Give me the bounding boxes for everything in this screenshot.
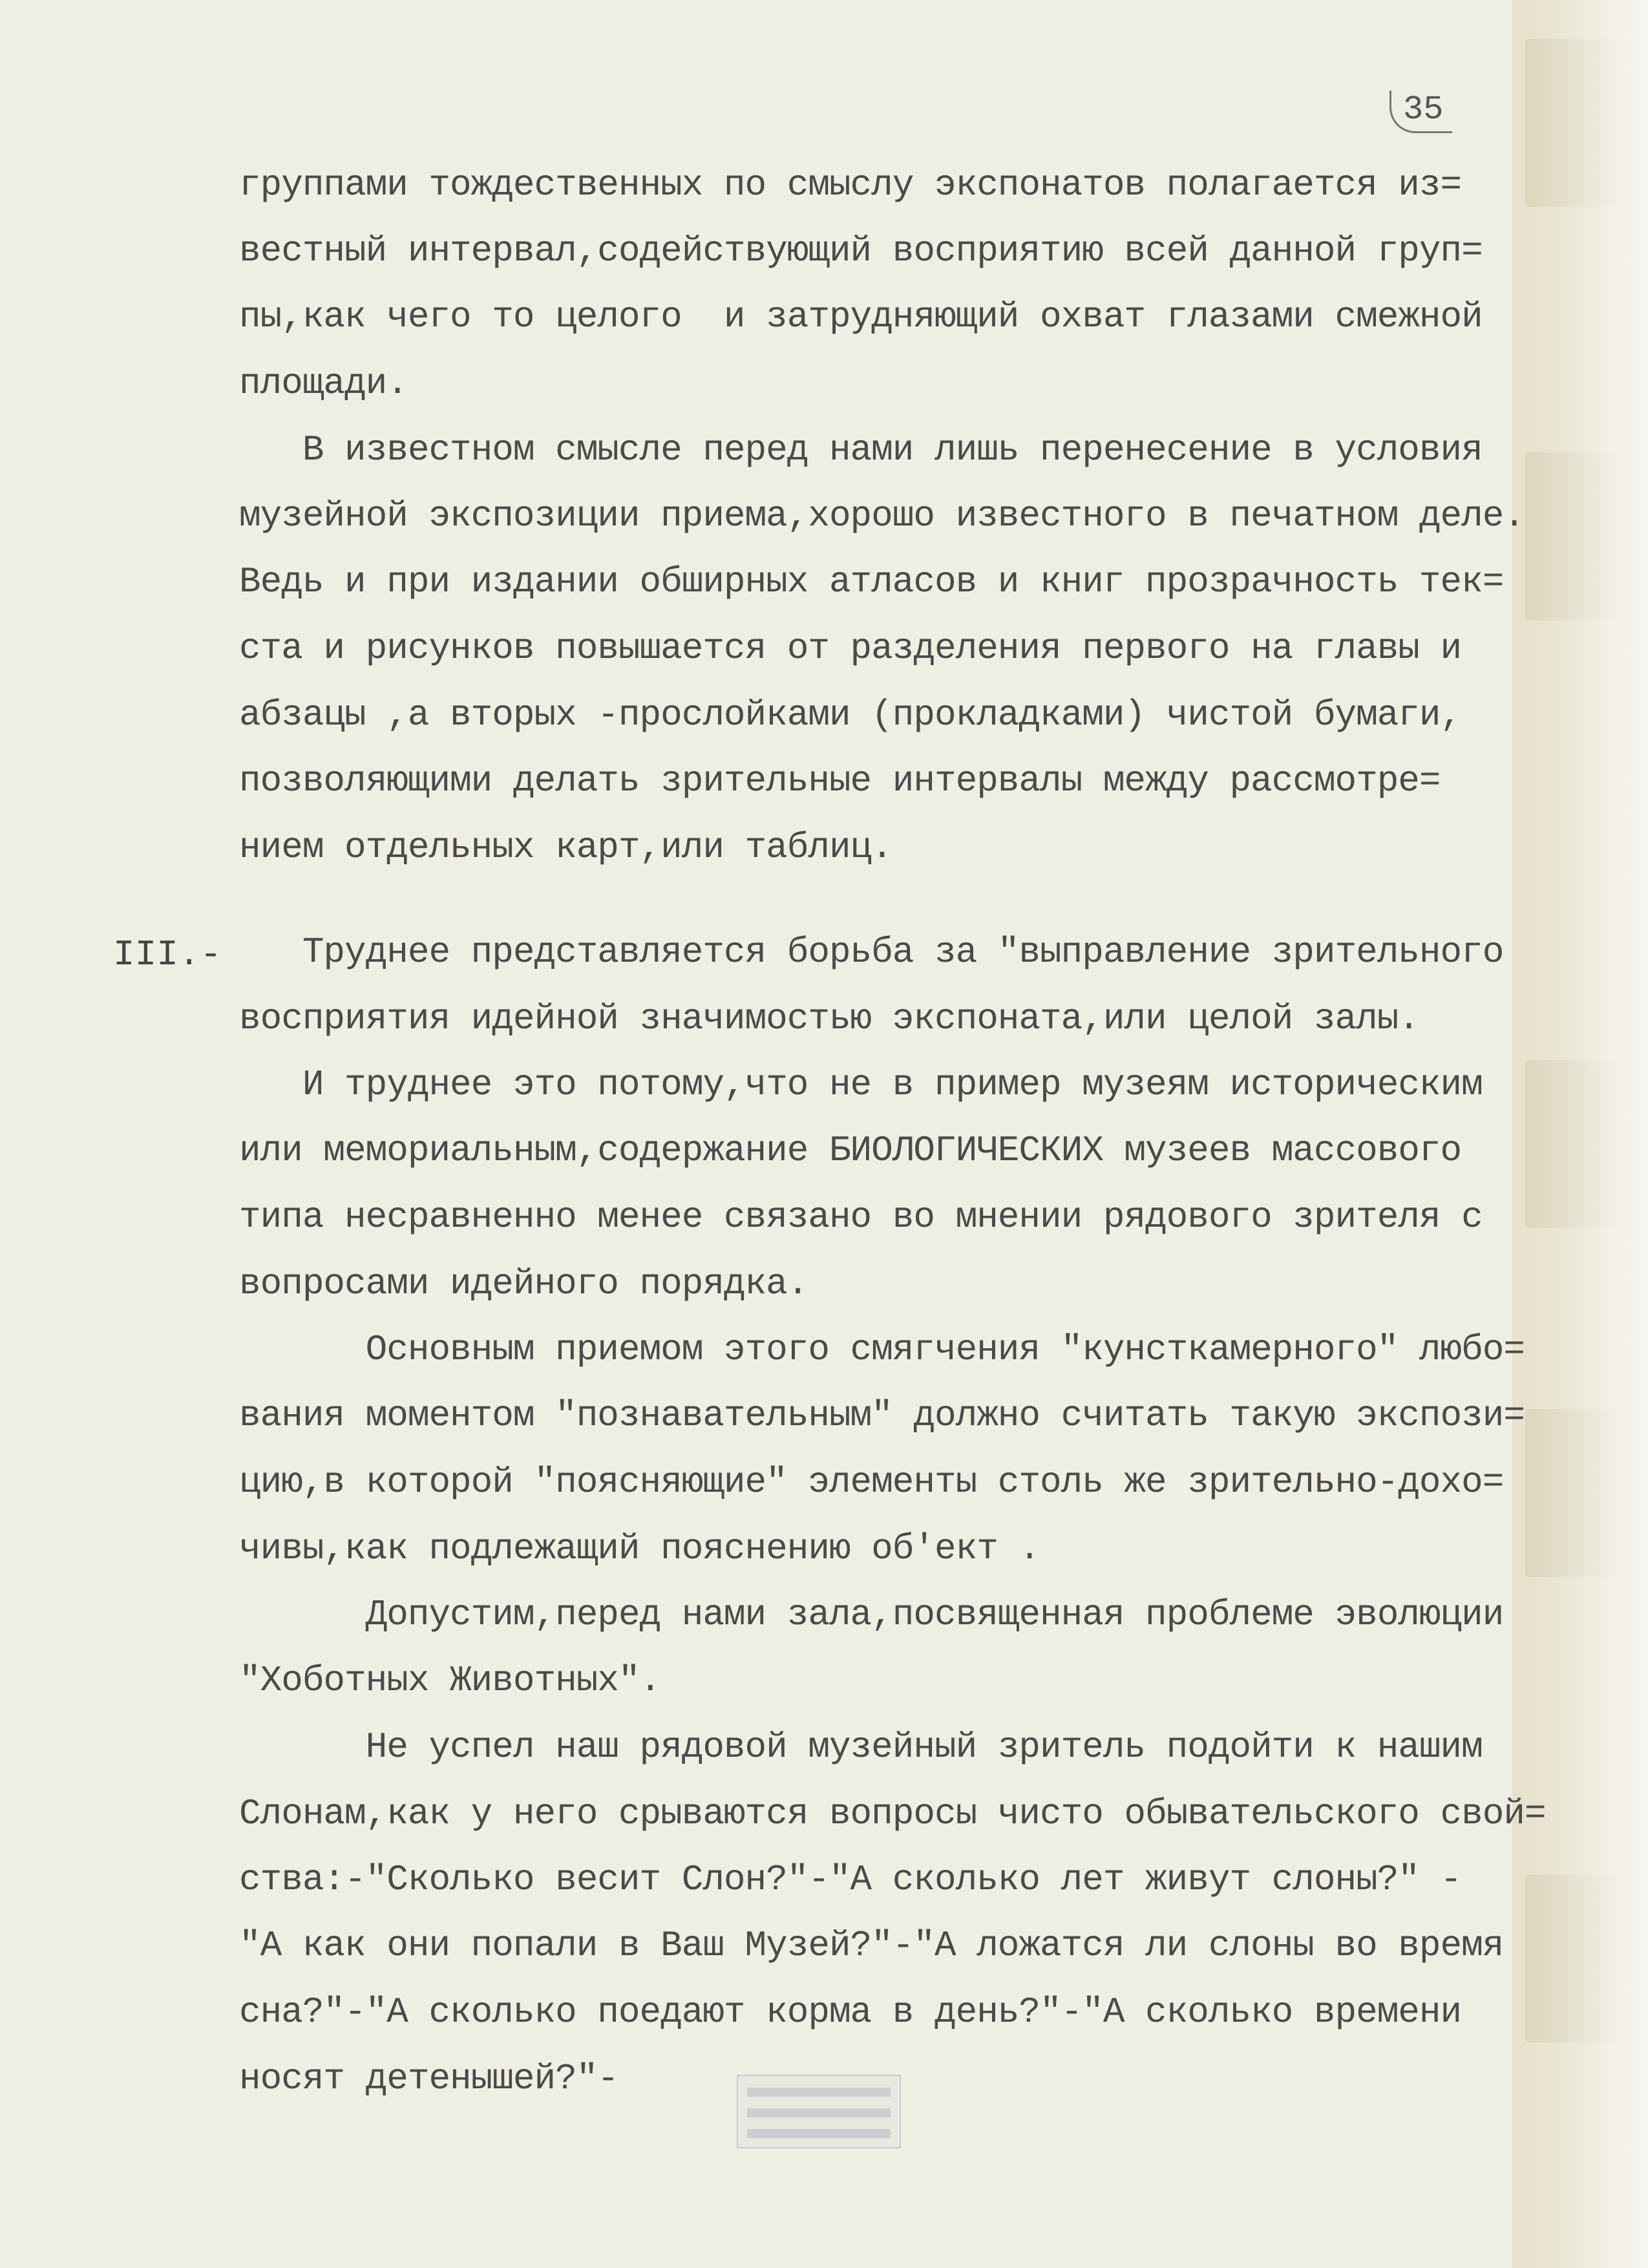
edge-crease: [1525, 1874, 1616, 2042]
text-line: нием отдельных карт,или таблиц.: [239, 827, 893, 868]
text-line: И труднее это потому,что не в пример музеям историческим: [239, 1064, 1483, 1105]
edge-crease: [1525, 1409, 1616, 1577]
section-marker: III.-: [113, 934, 222, 975]
text-line: группами тождественных по смыслу экспонатов полагается из=: [239, 164, 1462, 206]
edge-crease: [1525, 452, 1616, 620]
text-line: вопросами идейного порядка.: [239, 1263, 808, 1304]
text-line: В известном смысле перед нами лишь перенесение в условия: [239, 429, 1483, 471]
text-line: Ведь и при издании обширных атласов и книг прозрачность тек=: [239, 561, 1504, 602]
text-line: Не успел наш рядовой музейный зритель подойти к нашим: [239, 1726, 1483, 1768]
text-line: абзацы ,а вторых -прослойками (прокладками) чистой бумаги,: [239, 694, 1462, 736]
text-line: сна?"-"А сколько поедают корма в день?"-"А сколько времени: [239, 1991, 1462, 2033]
text-line: музейной экспозиции приема,хорошо известного в печатном деле.: [239, 495, 1525, 536]
edge-crease: [1525, 1060, 1616, 1228]
text-line: позволяющими делать зрительные интервалы между рассмотре=: [239, 760, 1441, 801]
text-line: чивы,как подлежащий пояснению об'ект .: [239, 1528, 1041, 1569]
text-line: вестный интервал,содействующий восприятию всей данной груп=: [239, 230, 1483, 271]
text-line: площади.: [239, 363, 408, 404]
text-line: Допустим,перед нами зала,посвященная проблеме эволюции: [239, 1594, 1504, 1635]
text-line: цию,в которой "поясняющие" элементы столь же зрительно-дохо=: [239, 1461, 1504, 1503]
text-line: вания моментом "познавательным" должно считать такую экспози=: [239, 1395, 1525, 1436]
text-line: "Хоботных Животных".: [239, 1660, 661, 1701]
text-line: "А как они попали в Ваш Музей?"-"А ложатся ли слоны во время: [239, 1925, 1504, 1966]
text-line: восприятия идейной значимостью экспоната,или целой залы.: [239, 998, 1419, 1039]
text-line: Слонам,как у него срываются вопросы чисто обывательского свой=: [239, 1793, 1546, 1834]
text-line: ства:-"Сколько весит Слон?"-"А сколько лет живут слоны?" -: [239, 1859, 1462, 1900]
page-number: 35: [1389, 90, 1452, 133]
text-line: ста и рисунков повышается от разделения первого на главы и: [239, 628, 1462, 669]
text-line: носят детенышей?"-: [239, 2058, 618, 2099]
text-line: или мемориальным,содержание БИОЛОГИЧЕСКИХ музеев массового: [239, 1130, 1462, 1171]
edge-crease: [1525, 39, 1616, 207]
text-line: Основным приемом этого смягчения "кунсткамерного" любо=: [239, 1329, 1525, 1370]
text-line: типа несравненно менее связано во мнении рядового зрителя с: [239, 1196, 1483, 1238]
text-line: Труднее представляется борьба за "выправление зрительного: [239, 931, 1504, 973]
text-line: пы,как чего то целого и затрудняющий охват глазами смежной: [239, 296, 1483, 337]
archive-stamp: [737, 2075, 901, 2148]
